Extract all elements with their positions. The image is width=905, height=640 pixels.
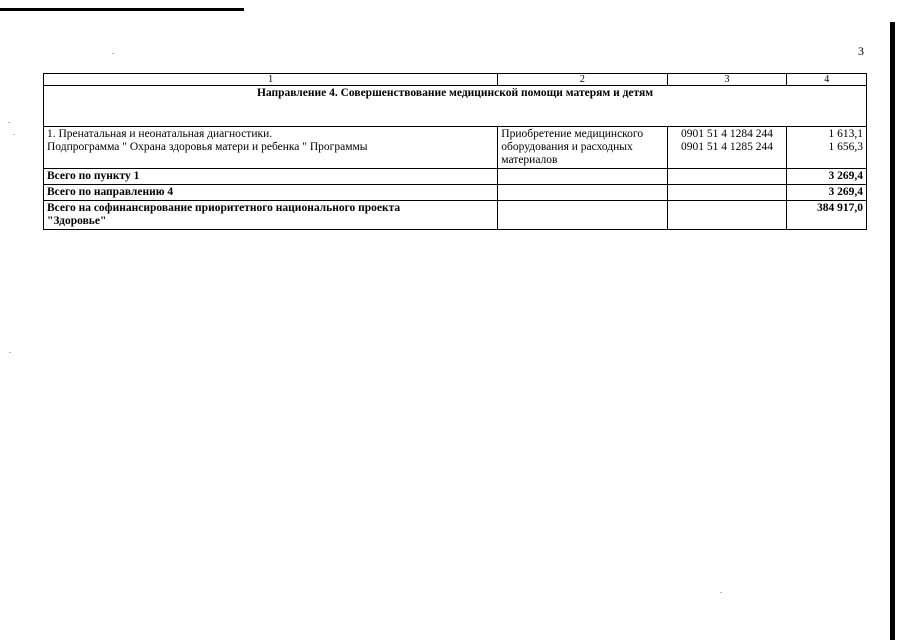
right-margin-rule [890,22,895,640]
empty-cell [667,185,787,201]
scan-speck [720,592,722,593]
item-codes [667,127,787,169]
empty-cell [498,185,667,201]
column-number-3: 3 [667,74,787,86]
total-label: Всего по направлению 4 [44,185,498,201]
budget-code: 0901 51 4 1285 244 [680,141,773,153]
purpose-line: Приобретение медицинского [501,128,644,140]
grand-total-line: "Здоровье" [47,215,107,227]
column-number-row [44,74,867,86]
amount-value: 1 656,3 [828,141,863,153]
grand-total-line: Всего на софинансирование приоритетного национального проекта [47,202,401,214]
scan-speck [13,134,15,135]
column-number-4: 4 [787,74,867,86]
purpose-line: материалов [501,154,558,166]
empty-cell [498,169,667,185]
total-label: Всего по пункту 1 [44,169,498,185]
item-amounts [787,127,867,169]
budget-code: 0901 51 4 1284 244 [680,128,773,140]
top-rule [0,8,244,11]
column-number-2: 2 [498,74,667,86]
total-row [44,185,867,201]
empty-cell [498,201,667,230]
item-purpose [498,127,667,169]
total-row [44,169,867,185]
grand-total-row [44,201,867,230]
grand-total-amount: 384 917,0 [787,201,867,230]
item-line: Подпрограмма " Охрана здоровья матери и ребенка " Программы [47,141,368,153]
empty-cell [667,169,787,185]
grand-total-label [44,201,498,230]
item-line: 1. Пренатальная и неонатальная диагностики. [47,128,273,140]
total-amount: 3 269,4 [787,185,867,201]
empty-cell [667,201,787,230]
scan-speck [9,352,11,353]
amount-value: 1 613,1 [828,128,863,140]
section-title: Направление 4. Совершенствование медицинской помощи матерям и детям [44,86,867,127]
page-number: 3 [858,44,864,58]
total-amount: 3 269,4 [787,169,867,185]
item-row [44,127,867,169]
purpose-line: оборудования и расходных [501,141,633,153]
item-description [44,127,498,169]
scan-speck [112,53,114,54]
section-row [44,86,867,127]
budget-table [43,73,867,230]
scan-speck [8,122,10,123]
column-number-1: 1 [44,74,498,86]
